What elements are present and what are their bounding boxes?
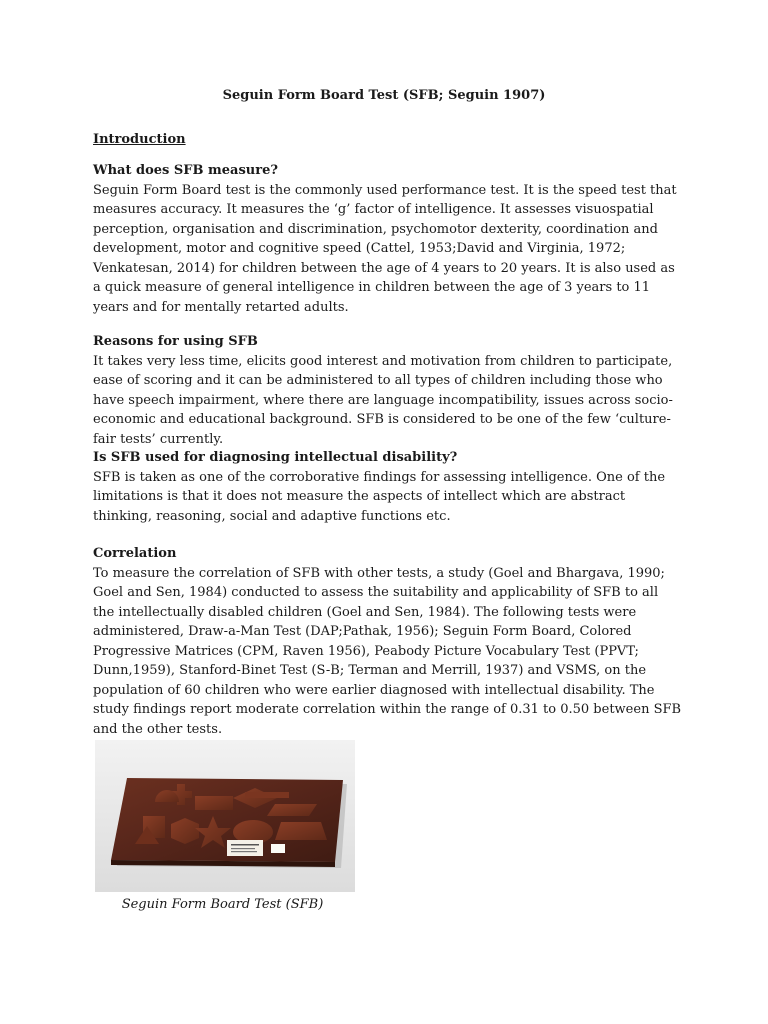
section-reasons-for-using xyxy=(93,332,683,449)
section-what-sfb-measures xyxy=(93,161,683,317)
form-board-photo xyxy=(95,740,355,892)
section-paragraph: It takes very less time, elicits good interest and motivation from children to participate, ease of scoring and it can be administered to all types of children including those who have speech impairment, where there are language incompatibility, issues across socio-economic and educational background. SFB is considered to be one of the few ‘culture-fair tests’ currently. xyxy=(93,353,673,447)
introduction-heading: Introduction xyxy=(93,132,186,147)
section-paragraph: To measure the correlation of SFB with other tests, a study (Goel and Bhargava, 1990; Goel and Sen, 1984) conducted to assess the suitability and applicability of SFB to all the intellectually disabled children (Goel and Sen, 1984). The following tests were administered, Draw-a-Man Test (DAP;Pathak, 1956); Seguin Form Board, Colored Progressive Matrices (CPM, Raven 1956), Peabody Picture Vocabulary Test (PPVT; Dunn,1959), Stanford-Binet Test (S-B; Terman and Merrill, 1937) and VSMS, on the population of 60 children who were earlier diagnosed with intellectual disability. The study findings report moderate correlation within the range of 0.31 to 0.50 between SFB and the other tests. xyxy=(93,565,682,737)
section-heading: What does SFB measure? xyxy=(93,163,278,178)
section-heading: Correlation xyxy=(93,546,177,561)
section-paragraph: SFB is taken as one of the corroborative findings for assessing intelligence. One of the limitations is that it does not measure the aspects of intellect which are abstract thinking, reasoning, social and adaptive functions etc. xyxy=(93,469,666,524)
section-intellectual-disability xyxy=(93,448,683,526)
section-correlation xyxy=(93,544,683,739)
document-title: Seguin Form Board Test (SFB; Seguin 1907) xyxy=(222,88,546,103)
form-board-illustration xyxy=(95,740,355,892)
section-paragraph: Seguin Form Board test is the commonly used performance test. It is the speed test that measures accuracy. It measures the ‘g’ factor of intelligence. It assesses visuospatial perception, organisation and discrimination, psychomotor dexterity, coordination and development, motor and cognitive speed (Cattel, 1953;David and Virginia, 1972; Venkatesan, 2014) for children between the age of 4 years to 20 years. It is also used as a quick measure of general intelligence in children between the age of 3 years to 11 years and for mentally retarted adults. xyxy=(93,182,677,315)
section-heading: Is SFB used for diagnosing intellectual disability? xyxy=(93,450,458,465)
section-heading: Reasons for using SFB xyxy=(93,334,258,349)
figure-caption: Seguin Form Board Test (SFB) xyxy=(121,897,324,912)
